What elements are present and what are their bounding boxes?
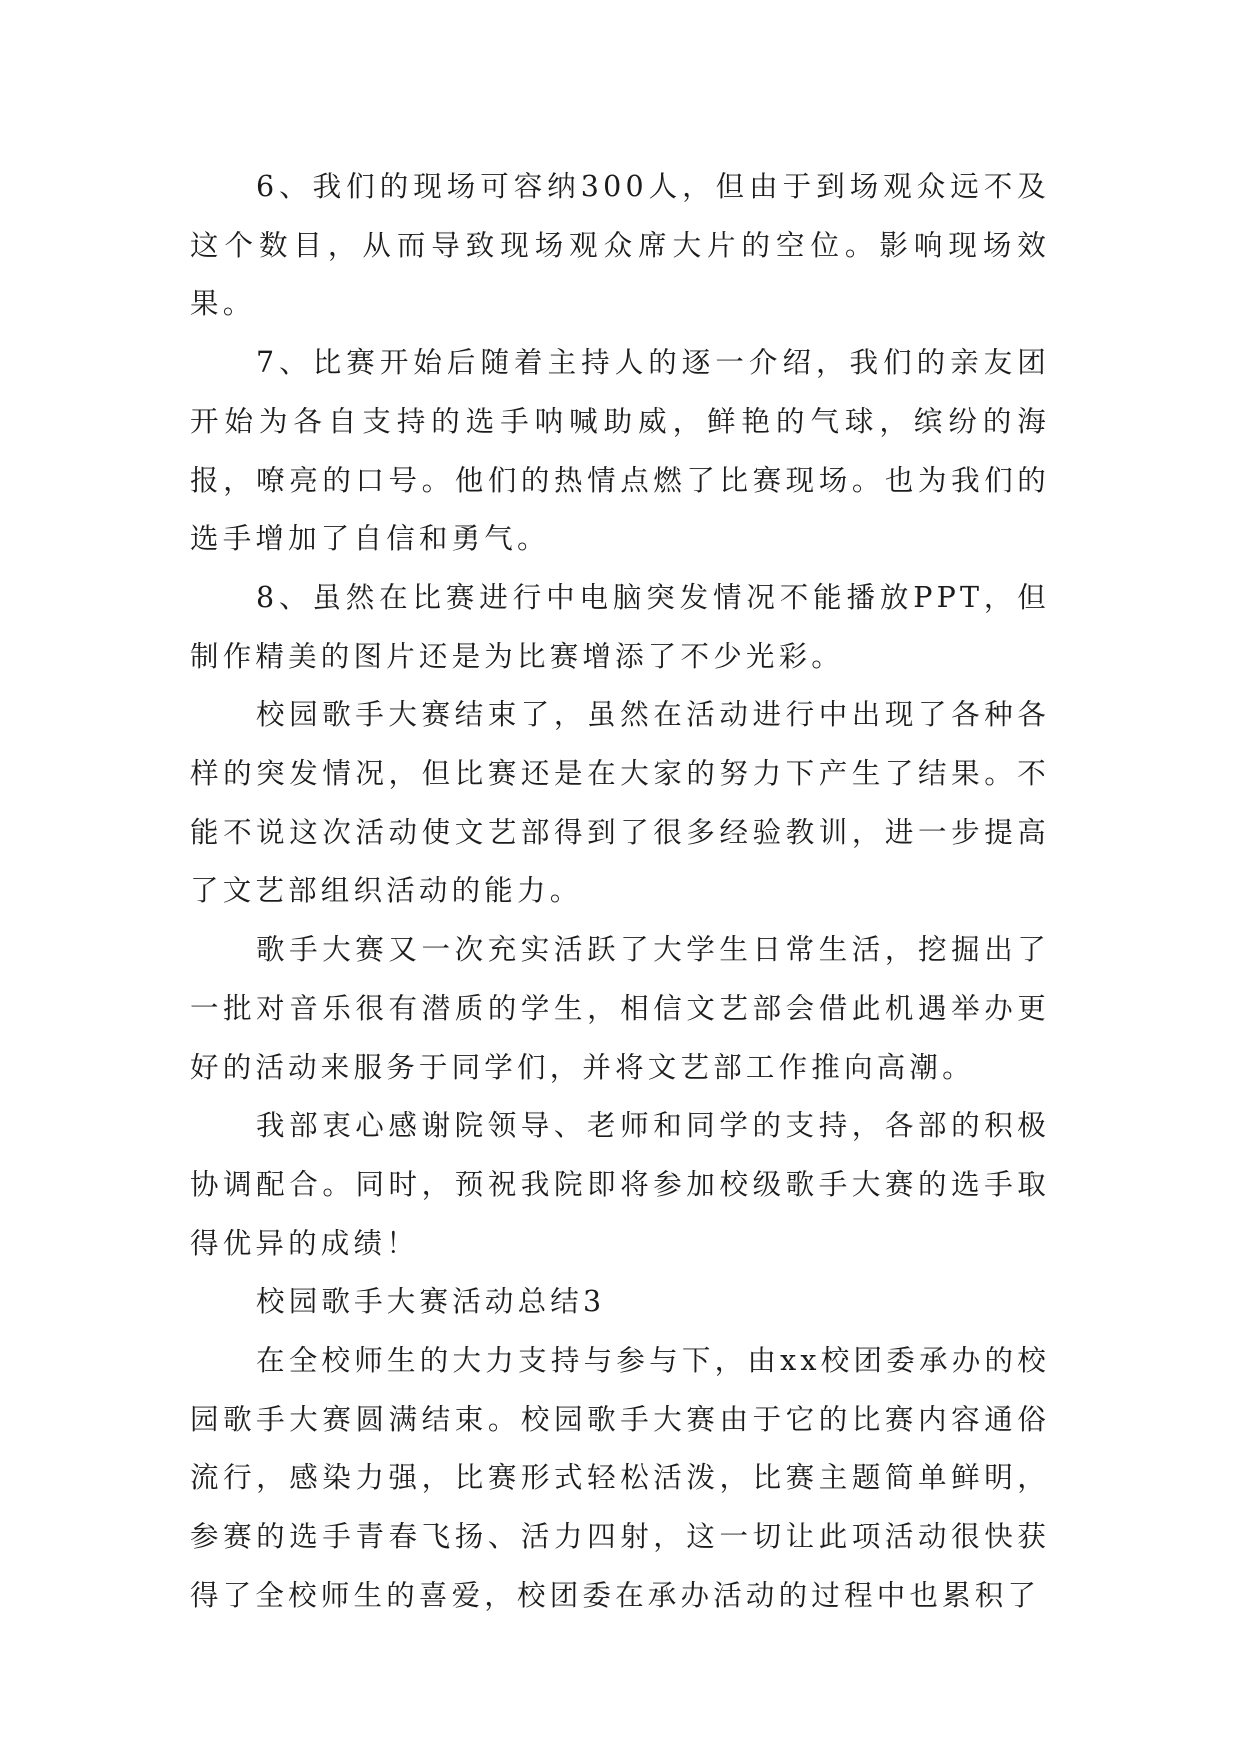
paragraph-item-7: 7、比赛开始后随着主持人的逐一介绍，我们的亲友团开始为各自支持的选手呐喊助威，鲜艳的气球，缤纷的海报，嘹亮的口号。他们的热情点燃了比赛现场。也为我们的选手增加了自信和勇气。 (190, 346, 1050, 556)
paragraph-item-8: 8、虽然在比赛进行中电脑突发情况不能播放PPT，但制作精美的图片还是为比赛增添了不少光彩。 (190, 580, 1050, 673)
paragraph-conclusion: 校园歌手大赛结束了，虽然在活动进行中出现了各种各样的突发情况，但比赛还是在大家的努力下产生了结果。不能不说这次活动使文艺部得到了很多经验教训，进一步提高了文艺部组织活动的能力。 (190, 698, 1050, 908)
paragraph-item-6: 6、我们的现场可容纳300人，但由于到场观众远不及这个数目，从而导致现场观众席大片的空位。影响现场效果。 (190, 170, 1050, 321)
paragraph-thanks: 我部衷心感谢院领导、老师和同学的支持，各部的积极协调配合。同时，预祝我院即将参加校级歌手大赛的选手取得优异的成绩！ (190, 1109, 1050, 1260)
document-body (190, 158, 1050, 1626)
paragraph-intro: 在全校师生的大力支持与参与下，由xx校团委承办的校园歌手大赛圆满结束。校园歌手大赛由于它的比赛内容通俗流行，感染力强，比赛形式轻松活泼，比赛主题简单鲜明，参赛的选手青春飞扬、活力四射，这一切让此项活动很快获得了全校师生的喜爱，校团委在承办活动的过程中也累积了 (190, 1344, 1050, 1612)
section-heading: 校园歌手大赛活动总结3 (256, 1285, 606, 1319)
paragraph-summary: 歌手大赛又一次充实活跃了大学生日常生活，挖掘出了一批对音乐很有潜质的学生，相信文艺部会借此机遇举办更好的活动来服务于同学们，并将文艺部工作推向高潮。 (190, 933, 1050, 1084)
